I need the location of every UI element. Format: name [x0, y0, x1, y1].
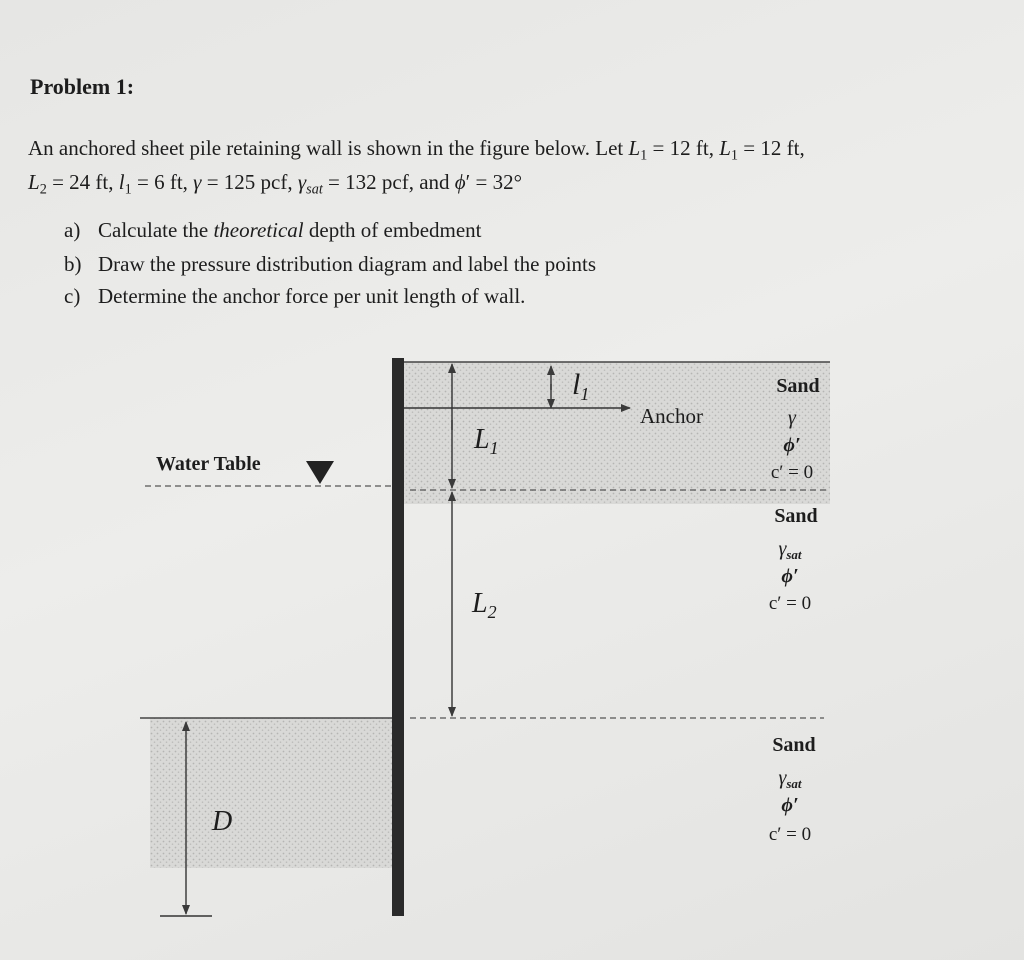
retained-sand-layer [402, 362, 830, 504]
L1-symbol: L [628, 136, 641, 160]
layer-1-friction: ϕ′ [783, 434, 801, 456]
question-a-label: a) [64, 218, 81, 242]
problem-title: Problem 1: [30, 74, 135, 99]
layer-2-friction: ϕ′ [781, 565, 799, 587]
problem-statement-line-1 [28, 136, 805, 164]
anchor-label: Anchor [640, 404, 703, 428]
question-b-text: Draw the pressure distribution diagram and label the points [98, 252, 597, 276]
gamma-sat-symbol: γ [297, 170, 307, 194]
intro-prefix: An anchored sheet pile retaining wall is shown in the figure below. Let [28, 136, 629, 160]
layer-3-friction: ϕ′ [781, 794, 799, 816]
gamma-sat-value: = 132 pcf, and [322, 170, 455, 194]
gamma-sat-sub: sat [306, 181, 323, 198]
question-c-text: Determine the anchor force per unit length of wall. [98, 284, 526, 308]
L1-repeat-value: = 12 ft, [738, 136, 805, 160]
layer-3-name: Sand [772, 734, 816, 756]
L2-symbol: L [28, 170, 40, 194]
question-c [64, 284, 525, 309]
phi-symbol: ϕ [454, 170, 466, 194]
question-c-label: c) [64, 284, 81, 308]
layer-3-cohesion: c′ = 0 [768, 824, 812, 845]
layer-2-unit-weight: $\gamma_{sat}$ [778, 538, 802, 562]
D-label: D [212, 806, 233, 837]
L2-sub: 2 [39, 181, 47, 198]
sheet-pile-figure [0, 340, 1024, 960]
sheet-pile [392, 358, 404, 916]
gamma-symbol: γ [193, 170, 202, 194]
l1-label: $l_1$ [572, 368, 590, 404]
L2-value: = 24 ft, [46, 170, 119, 194]
l1-symbol: l [118, 170, 125, 194]
L1-repeat-symbol: L [719, 136, 731, 160]
layer-2-name: Sand [774, 505, 818, 527]
phi-value: ′ = 32° [465, 170, 522, 194]
question-b-label: b) [64, 252, 82, 276]
layer-3-unit-weight: $\gamma_{sat}$ [778, 767, 802, 791]
l1-sub: 1 [124, 181, 132, 198]
L2-label: $L_2$ [472, 588, 497, 622]
question-a [64, 218, 482, 243]
L1-value: = 12 ft, [647, 136, 720, 160]
gamma-value: = 125 pcf, [201, 170, 298, 194]
layer-1-name: Sand [776, 375, 820, 397]
question-a-pre: Calculate the [98, 218, 214, 242]
problem-statement-line-2 [28, 170, 522, 198]
layer-1-unit-weight: γ [788, 407, 796, 429]
question-a-post: depth of embedment [303, 218, 482, 242]
question-a-emphasis: theoretical [213, 218, 304, 242]
water-table-marker-icon [306, 461, 334, 484]
layer-2-cohesion: c′ = 0 [768, 593, 812, 614]
l1-value: = 6 ft, [131, 170, 194, 194]
water-table-label: Water Table [156, 453, 261, 475]
question-b [64, 252, 596, 277]
layer-1-cohesion: c′ = 0 [770, 462, 814, 483]
L1-label: $L_1$ [474, 424, 499, 458]
L1-sub: 1 [640, 147, 648, 164]
L1-repeat-sub: 1 [730, 147, 739, 164]
